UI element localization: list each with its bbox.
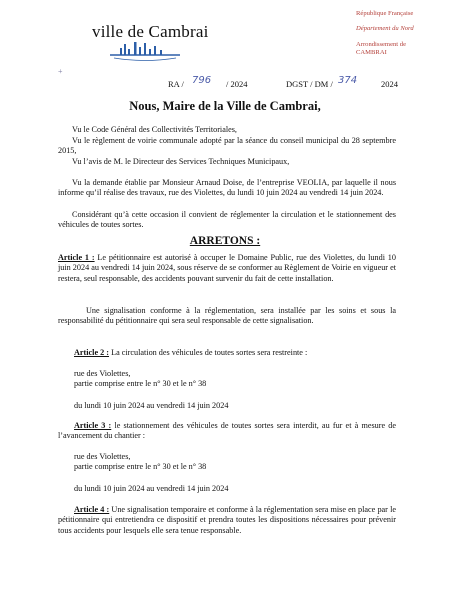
article-2-street: rue des Violettes, xyxy=(74,369,131,378)
article-4 xyxy=(58,505,396,536)
article-2 xyxy=(74,348,396,358)
article-3-label: Article 3 : xyxy=(74,421,112,430)
header-cambrai: CAMBRAI xyxy=(356,49,387,56)
dgst-prefix: DGST / DM / xyxy=(286,79,333,89)
header-departement: Département du Nord xyxy=(356,25,414,32)
article-2-label: Article 2 : xyxy=(74,348,110,357)
article-3 xyxy=(58,421,396,442)
header-republique: République Française xyxy=(356,10,414,17)
plus-mark: + xyxy=(58,67,63,76)
city-skyline-logo xyxy=(110,40,180,62)
article-1-label: Article 1 : xyxy=(58,253,95,262)
article-3-street: rue des Violettes, xyxy=(74,452,131,461)
dgst-year: 2024 xyxy=(381,79,398,89)
ra-year: / 2024 xyxy=(226,79,248,89)
visa-code: Vu le Code Général des Collectivités Territoriales, xyxy=(72,125,237,134)
article-2-text: La circulation des véhicules de toutes sortes sera restreinte : xyxy=(109,348,308,357)
page-title: Nous, Maire de la Ville de Cambrai, xyxy=(129,99,321,113)
dgst-number: 374 xyxy=(338,75,358,86)
visa-avis: Vu l’avis de M. le Directeur des Services Techniques Municipaux, xyxy=(72,157,290,166)
article-1-text: Le pétitionnaire est autorisé à occuper le Domaine Public, rue des Violettes, du lundi 10 juin 2024 au vendredi 14 juin 2024, sous réserve de se conformer au Règlement de Voirie en vigueur et restera, seul responsable, des accidents pouvant survenir du fait de cette installation. xyxy=(58,253,396,283)
header-arrondissement: Arrondissement de xyxy=(356,41,406,48)
ra-number: 796 xyxy=(192,75,212,86)
article-4-text: Une signalisation temporaire et conforme à la réglementation sera mise en place par le pétitionnaire qui entretiendra ce dispositif et prendra toutes les dispositions nécessaires pour prévenir tous accidents pour lesquels elle sera tenue responsable. xyxy=(58,505,396,535)
article-2-dates: du lundi 10 juin 2024 au vendredi 14 juin 2024 xyxy=(74,401,229,410)
arretons-heading: ARRETONS : xyxy=(189,235,261,247)
article-3-dates: du lundi 10 juin 2024 au vendredi 14 juin 2024 xyxy=(74,484,229,493)
ra-prefix: RA / xyxy=(168,79,184,89)
article-4-label: Article 4 : xyxy=(74,505,110,514)
article-3-section: partie comprise entre le n° 30 et le n° 38 xyxy=(74,462,207,471)
visa-reglement: Vu le règlement de voirie communale adopté par la séance du conseil municipal du 28 septembre 2015, xyxy=(58,136,396,156)
logo-text: ville de Cambrai xyxy=(92,22,209,41)
considerant: Considérant qu’à cette occasion il convient de réglementer la circulation et le stationnement des véhicules de toutes sortes. xyxy=(58,210,396,230)
article-2-section: partie comprise entre le n° 30 et le n° 38 xyxy=(74,379,207,388)
visa-demande: Vu la demande établie par Monsieur Arnaud Doise, de l’entreprise VEOLIA, par laquelle il nous informe qu’il réalise des travaux, rue des Violettes, du lundi 10 juin 2024 au vendredi 14 juin 2024. xyxy=(58,178,396,198)
article-3-text: le stationnement des véhicules de toutes sortes sera interdit, au fur et à mesure de l’avancement du chantier : xyxy=(58,421,396,441)
article-1 xyxy=(58,253,396,284)
article-1-signalisation: Une signalisation conforme à la réglementation, sera installée par les soins et sous la responsabilité du pétitionnaire qui sera seul responsable de cette signalisation. xyxy=(58,306,396,326)
